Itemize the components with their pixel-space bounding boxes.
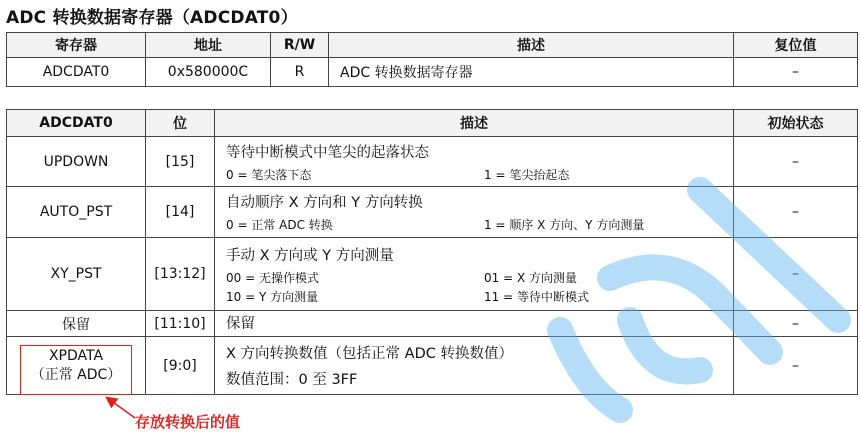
header-initial-state: 初始状态 — [734, 110, 858, 137]
register-address: 0x580000C — [146, 58, 271, 87]
field-initial: – — [734, 187, 858, 238]
field-option: 11 = 等待中断模式 — [484, 289, 589, 304]
annotation-text: 存放转换后的值 — [135, 413, 241, 431]
register-description: ADC 转换数据寄存器 — [329, 58, 734, 87]
field-bits: [13:12] — [146, 238, 215, 311]
field-description-text: 自动顺序 X 方向和 Y 方向转换 — [226, 195, 423, 211]
header-description: 描述 — [329, 33, 734, 58]
field-description-text: 保留 — [226, 315, 255, 332]
field-bits: [14] — [146, 187, 215, 238]
field-bits: [9:0] — [146, 337, 215, 395]
field-option: 00 = 无操作模式 — [226, 270, 319, 285]
field-name-line2: （正常 ADC） — [30, 366, 122, 383]
field-bits: [11:10] — [146, 311, 215, 337]
field-option: 1 = 笔尖抬起态 — [484, 167, 570, 182]
register-rw: R — [271, 58, 329, 87]
header-reset-value: 复位值 — [734, 33, 858, 58]
field-name: 保留 — [7, 311, 146, 337]
header-bits: 位 — [146, 110, 215, 137]
field-name: UPDOWN — [7, 137, 146, 187]
header-address: 地址 — [146, 33, 271, 58]
field-option: 0 = 笔尖落下态 — [226, 167, 312, 182]
field-name: AUTO_PST — [7, 187, 146, 238]
field-bits: [15] — [146, 137, 215, 187]
page-title: ADC 转换数据寄存器（ADCDAT0） — [6, 8, 298, 28]
field-option: 10 = Y 方向测量 — [226, 289, 319, 304]
field-initial: – — [734, 311, 858, 337]
field-description-text: X 方向转换数值（包括正常 ADC 转换数值） — [226, 345, 513, 362]
field-option: 01 = X 方向测量 — [484, 270, 577, 285]
field-description-text: 手动 X 方向或 Y 方向测量 — [226, 247, 394, 264]
header-rw: R/W — [271, 33, 329, 58]
header-field: ADCDAT0 — [7, 110, 146, 137]
field-initial: – — [734, 137, 858, 187]
field-initial: – — [734, 238, 858, 311]
header-field-description: 描述 — [215, 110, 734, 137]
field-option: 0 = 正常 ADC 转换 — [226, 218, 333, 232]
register-name: ADCDAT0 — [7, 58, 146, 87]
field-description-text: 等待中断模式中笔尖的起落状态 — [226, 144, 429, 161]
field-name: XY_PST — [7, 238, 146, 311]
field-name-line1: XPDATA — [48, 347, 104, 364]
field-option: 1 = 顺序 X 方向、Y 方向测量 — [484, 218, 645, 232]
header-register: 寄存器 — [7, 33, 146, 58]
field-initial: – — [734, 337, 858, 395]
field-description-range: 数值范围：0 至 3FF — [226, 371, 358, 388]
register-reset: – — [734, 58, 858, 87]
